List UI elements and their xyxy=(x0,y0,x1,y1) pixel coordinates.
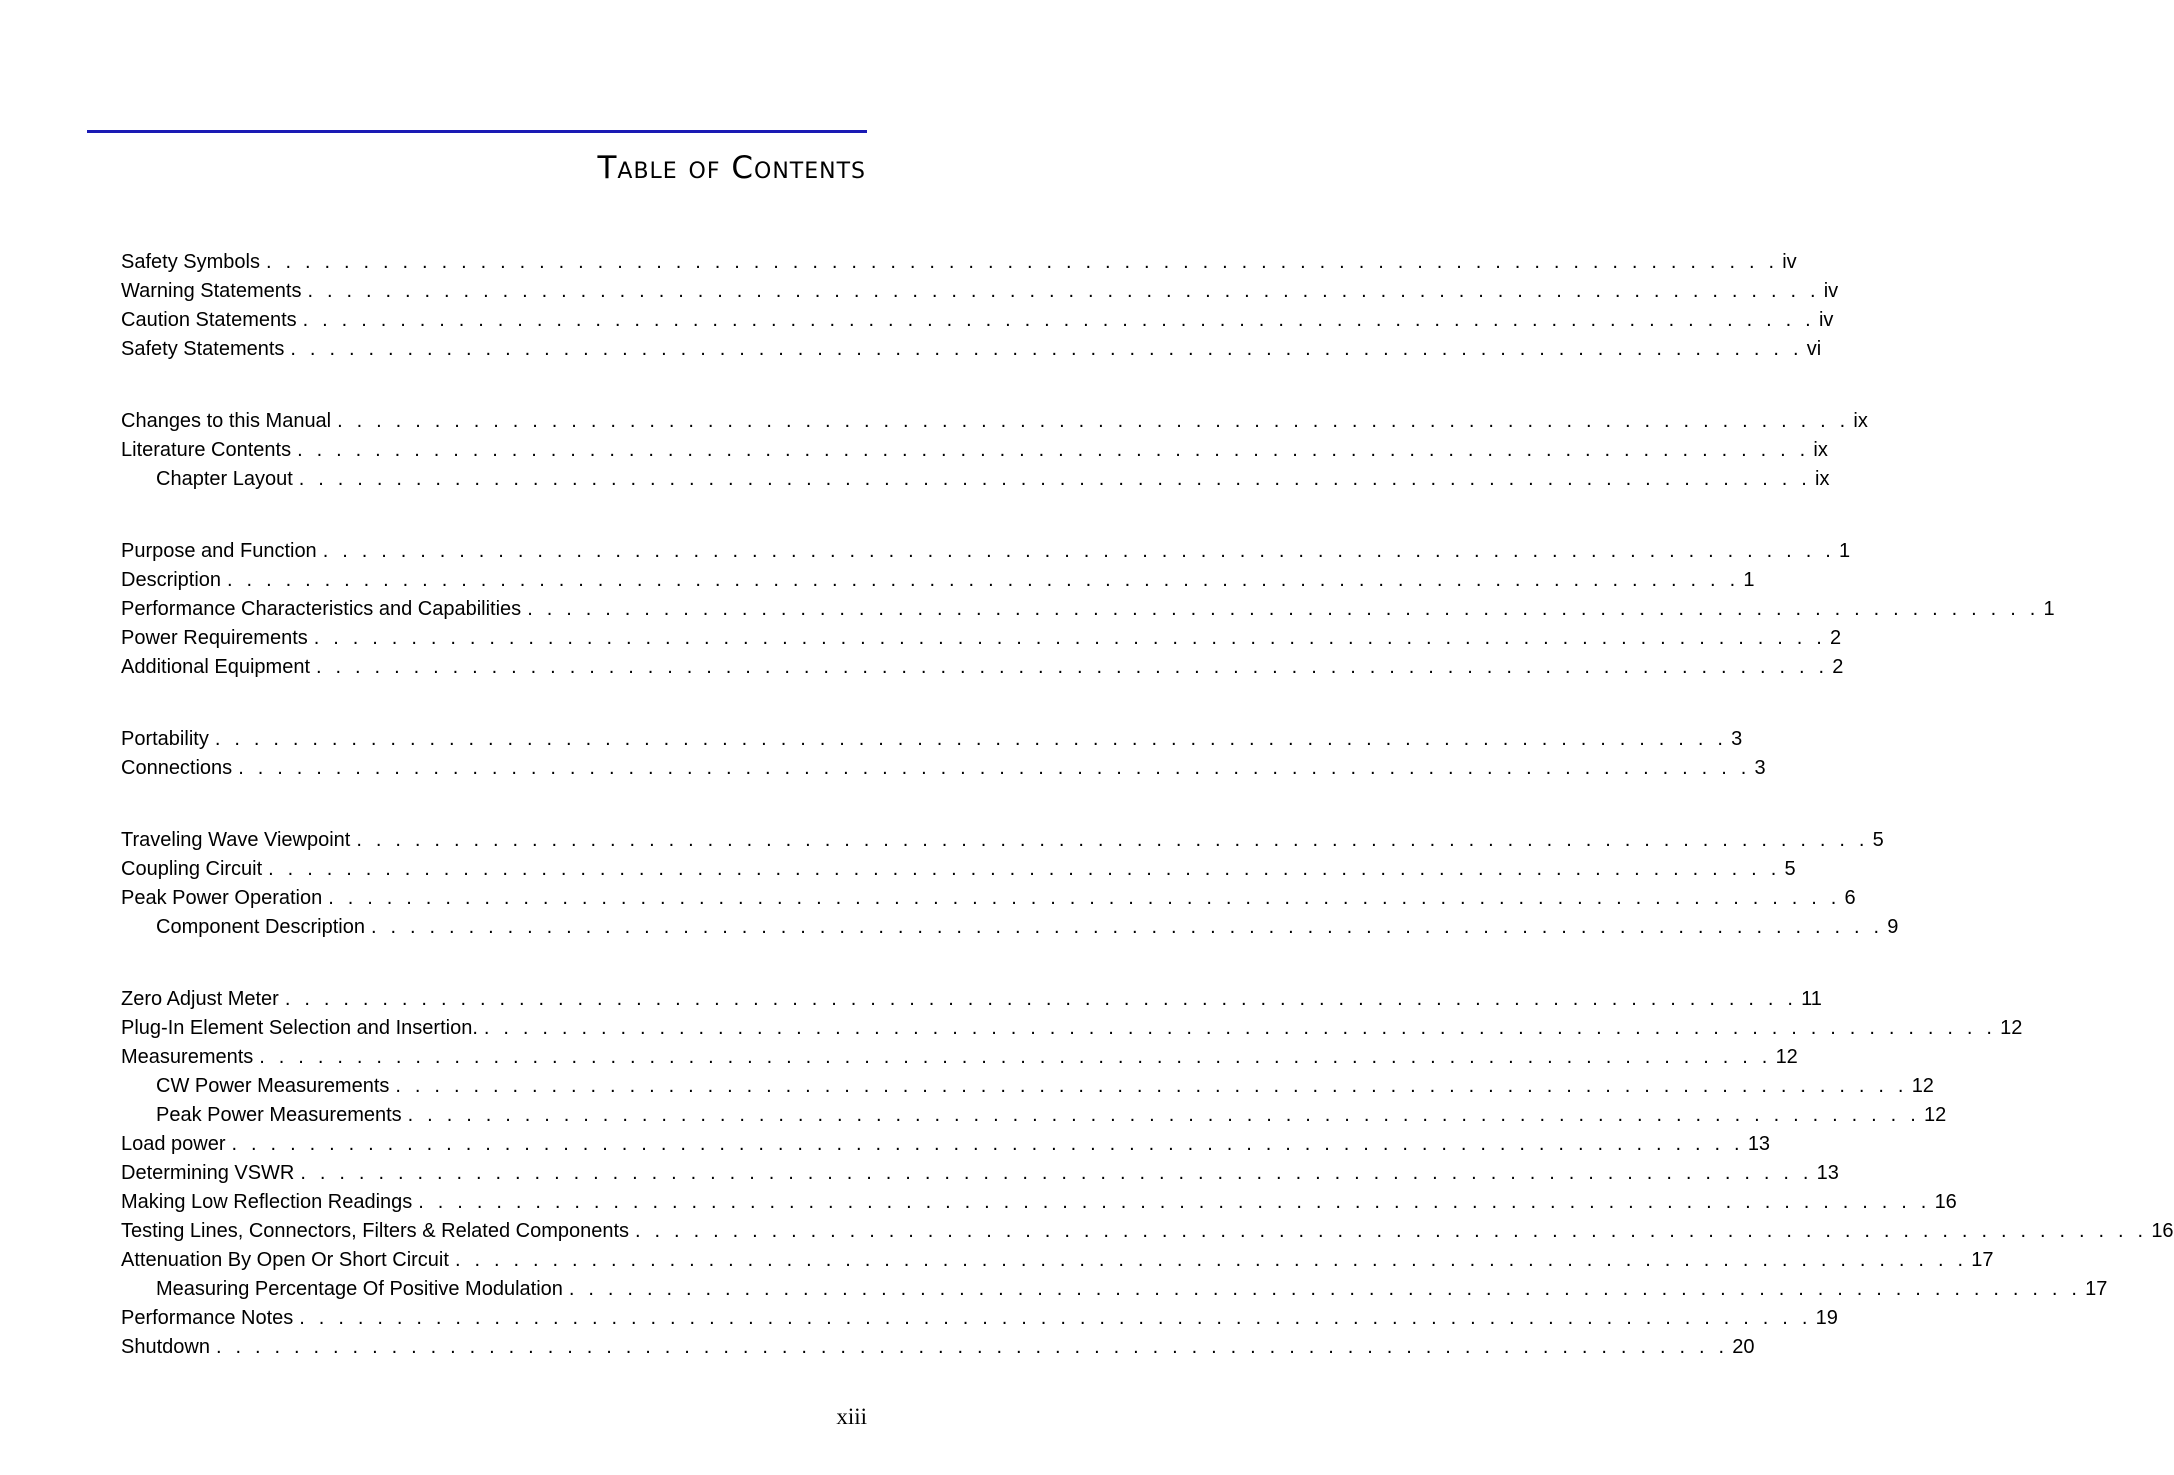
page-number: xiii xyxy=(836,1404,867,1429)
dot-leader: . . . . . . . . . . . . . . . . . . . . . . . . . . . . . . . . . . . . . . . . . . . . . . . . . . . . . . . . . . . . . . . . . . . . . . . . . . . . . . xyxy=(568,1278,2082,1300)
toc-entry[interactable] xyxy=(121,1249,1994,1278)
toc-entry-label: Connections xyxy=(121,757,233,779)
toc-entry[interactable] xyxy=(121,887,1856,916)
toc-entry-label: Zero Adjust Meter xyxy=(121,988,279,1010)
toc-entry-label: Component Description xyxy=(156,916,365,938)
dot-leader: . . . . . . . . . . . . . . . . . . . . . . . . . . . . . . . . . . . . . . . . . . . . . . . . . . . . . . . . . . . . . . . . . . . . . . . . . . . . . . xyxy=(290,338,1803,360)
toc-entry-label: Coupling Circuit xyxy=(121,858,263,880)
toc-entry-label: Additional Equipment xyxy=(121,656,311,678)
dot-leader: . . . . . . . . . . . . . . . . . . . . . . . . . . . . . . . . . . . . . . . . . . . . . . . . . . . . . . . . . . . . . . . . . . . . . . . . . . . . . . xyxy=(284,988,1798,1010)
dot-leader: . . . . . . . . . . . . . . . . . . . . . . . . . . . . . . . . . . . . . . . . . . . . . . . . . . . . . . . . . . . . . . . . . . . . . . . . . . . . . . xyxy=(265,251,1779,273)
toc-entry-label: Safety Statements xyxy=(121,338,285,360)
dot-leader: . . . . . . . . . . . . . . . . . . . . . . . . . . . . . . . . . . . . . . . . . . . . . . . . . . . . . . . . . . . . . . . . . . . . . . . . . . . . . . xyxy=(454,1249,1968,1271)
dot-leader: . . . . . . . . . . . . . . . . . . . . . . . . . . . . . . . . . . . . . . . . . . . . . . . . . . . . . . . . . . . . . . . . . . . . . . . . . . . . . . xyxy=(322,540,1835,562)
toc-entry[interactable] xyxy=(121,598,2055,627)
toc-entry-page: 2 xyxy=(1830,627,1842,649)
toc-entry-label: Performance Characteristics and Capabilities xyxy=(121,598,522,620)
toc-entry[interactable] xyxy=(121,410,1868,439)
toc-entry-page: 1 xyxy=(1743,569,1755,591)
toc-entry-page: vi xyxy=(1806,338,1822,360)
toc-entry-page: 12 xyxy=(2000,1017,2023,1039)
toc-entry[interactable] xyxy=(121,988,1822,1017)
toc-entry-page: iv xyxy=(1818,309,1834,331)
dot-leader: . . . . . . . . . . . . . . . . . . . . . . . . . . . . . . . . . . . . . . . . . . . . . . . . . . . . . . . . . . . . . . . . . . . . . . . . . . . . . . xyxy=(356,829,1869,851)
toc-entry[interactable] xyxy=(121,627,1842,656)
toc-entry-page: 3 xyxy=(1731,728,1743,750)
dot-leader: . . . . . . . . . . . . . . . . . . . . . . . . . . . . . . . . . . . . . . . . . . . . . . . . . . . . . . . . . . . . . . . . . . . . . . . . . . . . . . xyxy=(231,1133,1744,1155)
toc-entry-page: 13 xyxy=(1816,1162,1839,1184)
toc-entry-label: Attenuation By Open Or Short Circuit xyxy=(121,1249,449,1271)
toc-entry-page: iv xyxy=(1782,251,1797,273)
toc-entry[interactable] xyxy=(121,1104,1947,1133)
toc-entry-page: 16 xyxy=(2151,1220,2174,1242)
toc-entry-label: Literature Contents xyxy=(121,439,292,461)
dot-leader: . . . . . . . . . . . . . . . . . . . . . . . . . . . . . . . . . . . . . . . . . . . . . . . . . . . . . . . . . . . . . . . . . . . . . . . . . . . . . . xyxy=(418,1191,1931,1213)
toc-entry-label: Changes to this Manual xyxy=(121,410,332,432)
toc-entry-label: Plug-In Element Selection and Insertion. xyxy=(121,1017,478,1039)
toc-entry-page: 12 xyxy=(1775,1046,1798,1068)
toc-entry[interactable] xyxy=(121,656,1844,685)
toc-entry[interactable] xyxy=(121,728,1743,757)
toc-entry-label: Power Requirements xyxy=(121,627,308,649)
table-of-contents xyxy=(121,251,2174,1408)
toc-entry[interactable] xyxy=(121,1191,1957,1220)
toc-entry[interactable] xyxy=(121,439,1828,468)
toc-entry[interactable] xyxy=(121,1278,2108,1307)
toc-entry-label: Portability xyxy=(121,728,209,750)
toc-entry-page: 1 xyxy=(2043,598,2055,620)
toc-entry-page: 9 xyxy=(1887,916,1899,938)
toc-entry-page: 6 xyxy=(1844,887,1856,909)
toc-entry-page: 12 xyxy=(1923,1104,1947,1126)
toc-entry-label: Making Low Reflection Readings xyxy=(121,1191,413,1213)
dot-leader: . . . . . . . . . . . . . . . . . . . . . . . . . . . . . . . . . . . . . . . . . . . . . . . . . . . . . . . . . . . . . . . . . . . . . . . . . . . . . . xyxy=(483,1017,1997,1039)
toc-entry-page: ix xyxy=(1815,468,1830,490)
toc-entry-label: Caution Statements xyxy=(121,309,297,331)
toc-entry[interactable] xyxy=(121,829,1884,858)
dot-leader: . . . . . . . . . . . . . . . . . . . . . . . . . . . . . . . . . . . . . . . . . . . . . . . . . . . . . . . . . . . . . . . . . . . . . . . . . . . . . . xyxy=(298,468,1812,490)
toc-entry[interactable] xyxy=(121,1075,1934,1104)
toc-entry[interactable] xyxy=(121,540,1851,569)
toc-section xyxy=(121,410,1868,497)
toc-entry-label: Measurements xyxy=(121,1046,254,1068)
toc-entry[interactable] xyxy=(121,468,1830,497)
toc-entry-page: 11 xyxy=(1801,988,1822,1010)
dot-leader: . . . . . . . . . . . . . . . . . . . . . . . . . . . . . . . . . . . . . . . . . . . . . . . . . . . . . . . . . . . . . . . . . . . . . . . . . . . . . . xyxy=(268,858,1781,880)
dot-leader: . . . . . . . . . . . . . . . . . . . . . . . . . . . . . . . . . . . . . . . . . . . . . . . . . . . . . . . . . . . . . . . . . . . . . . . . . . . . . . xyxy=(328,887,1841,909)
toc-entry-page: 1 xyxy=(1838,540,1851,562)
dot-leader: . . . . . . . . . . . . . . . . . . . . . . . . . . . . . . . . . . . . . . . . . . . . . . . . . . . . . . . . . . . . . . . . . . . . . . . . . . . . . . xyxy=(227,569,1740,591)
toc-entry-page: ix xyxy=(1813,439,1828,461)
toc-entry[interactable] xyxy=(121,1046,1798,1075)
dot-leader: . . . . . . . . . . . . . . . . . . . . . . . . . . . . . . . . . . . . . . . . . . . . . . . . . . . . . . . . . . . . . . . . . . . . . . . . . . . . . . xyxy=(337,410,1850,432)
toc-entry[interactable] xyxy=(121,1220,2174,1249)
toc-entry-label: Chapter Layout xyxy=(156,468,293,490)
toc-entry-page: 16 xyxy=(1934,1191,1957,1213)
toc-entry-page: 20 xyxy=(1732,1336,1755,1358)
toc-section xyxy=(121,829,1899,945)
dot-leader: . . . . . . . . . . . . . . . . . . . . . . . . . . . . . . . . . . . . . . . . . . . . . . . . . . . . . . . . . . . . . . . . . . . . . . . . . . . . . . xyxy=(259,1046,1772,1068)
dot-leader: . . . . . . . . . . . . . . . . . . . . . . . . . . . . . . . . . . . . . . . . . . . . . . . . . . . . . . . . . . . . . . . . . . . . . . . . . . . . . . xyxy=(302,309,1815,331)
toc-entry-label: Measuring Percentage Of Positive Modulation xyxy=(156,1278,563,1300)
toc-entry-page: 12 xyxy=(1911,1075,1934,1097)
toc-entry-page: 3 xyxy=(1754,757,1766,779)
toc-entry[interactable] xyxy=(121,338,1822,367)
toc-entry-label: Peak Power Operation xyxy=(121,887,323,909)
toc-section xyxy=(121,728,1766,786)
toc-entry-label: Warning Statements xyxy=(121,280,302,302)
toc-entry-page: 2 xyxy=(1832,656,1844,678)
toc-entry[interactable] xyxy=(121,1336,1755,1365)
toc-entry-page: 19 xyxy=(1815,1307,1838,1329)
toc-entry-page: 5 xyxy=(1872,829,1884,851)
toc-entry[interactable] xyxy=(121,251,1797,280)
dot-leader: . . . . . . . . . . . . . . . . . . . . . . . . . . . . . . . . . . . . . . . . . . . . . . . . . . . . . . . . . . . . . . . . . . . . . . . . . . . . . . xyxy=(407,1104,1920,1126)
toc-entry[interactable] xyxy=(121,1162,1839,1191)
header-rule xyxy=(87,130,867,133)
dot-leader: . . . . . . . . . . . . . . . . . . . . . . . . . . . . . . . . . . . . . . . . . . . . . . . . . . . . . . . . . . . . . . . . . . . . . . . . . . . . . . xyxy=(215,1336,1729,1358)
toc-entry[interactable] xyxy=(121,858,1796,887)
toc-entry-label: Description xyxy=(121,569,222,591)
dot-leader: . . . . . . . . . . . . . . . . . . . . . . . . . . . . . . . . . . . . . . . . . . . . . . . . . . . . . . . . . . . . . . . . . . . . . . . . . . . . . . xyxy=(313,627,1827,649)
toc-entry[interactable] xyxy=(121,1133,1771,1162)
dot-leader: . . . . . . . . . . . . . . . . . . . . . . . . . . . . . . . . . . . . . . . . . . . . . . . . . . . . . . . . . . . . . . . . . . . . . . . . . . . . . . xyxy=(371,916,1884,938)
toc-entry[interactable] xyxy=(121,757,1766,786)
dot-leader: . . . . . . . . . . . . . . . . . . . . . . . . . . . . . . . . . . . . . . . . . . . . . . . . . . . . . . . . . . . . . . . . . . . . . . . . . . . . . . xyxy=(395,1075,1908,1097)
toc-entry[interactable] xyxy=(121,309,1834,338)
toc-entry[interactable] xyxy=(121,569,1755,598)
toc-entry[interactable] xyxy=(121,1307,1838,1336)
toc-entry-label: Performance Notes xyxy=(121,1307,294,1329)
dot-leader: . . . . . . . . . . . . . . . . . . . . . . . . . . . . . . . . . . . . . . . . . . . . . . . . . . . . . . . . . . . . . . . . . . . . . . . . . . . . . . xyxy=(299,1307,1812,1329)
toc-entry-label: Traveling Wave Viewpoint xyxy=(121,829,351,851)
toc-entry-page: 17 xyxy=(2085,1278,2108,1300)
dot-leader: . . . . . . . . . . . . . . . . . . . . . . . . . . . . . . . . . . . . . . . . . . . . . . . . . . . . . . . . . . . . . . . . . . . . . . . . . . . . . . xyxy=(316,656,1829,678)
toc-entry-page: ix xyxy=(1853,410,1868,432)
dot-leader: . . . . . . . . . . . . . . . . . . . . . . . . . . . . . . . . . . . . . . . . . . . . . . . . . . . . . . . . . . . . . . . . . . . . . . . . . . . . . . xyxy=(300,1162,1813,1184)
toc-entry-label: Shutdown xyxy=(121,1336,210,1358)
dot-leader: . . . . . . . . . . . . . . . . . . . . . . . . . . . . . . . . . . . . . . . . . . . . . . . . . . . . . . . . . . . . . . . . . . . . . . . . . . . . . . xyxy=(307,280,1820,302)
toc-section xyxy=(121,540,2055,685)
toc-entry-page: 17 xyxy=(1971,1249,1994,1271)
toc-entry-page: 13 xyxy=(1747,1133,1771,1155)
dot-leader: . . . . . . . . . . . . . . . . . . . . . . . . . . . . . . . . . . . . . . . . . . . . . . . . . . . . . . . . . . . . . . . . . . . . . . . . . . . . . . xyxy=(238,757,1751,779)
toc-entry[interactable] xyxy=(121,280,1839,309)
toc-entry-label: CW Power Measurements xyxy=(156,1075,390,1097)
toc-entry-label: Safety Symbols xyxy=(121,251,260,273)
dot-leader: . . . . . . . . . . . . . . . . . . . . . . . . . . . . . . . . . . . . . . . . . . . . . . . . . . . . . . . . . . . . . . . . . . . . . . . . . . . . . . xyxy=(214,728,1728,750)
toc-entry-label: Load power xyxy=(121,1133,226,1155)
dot-leader: . . . . . . . . . . . . . . . . . . . . . . . . . . . . . . . . . . . . . . . . . . . . . . . . . . . . . . . . . . . . . . . . . . . . . . . . . . . . . . xyxy=(527,598,2040,620)
toc-entry-label: Testing Lines, Connectors, Filters & Related Components xyxy=(121,1220,630,1242)
dot-leader: . . . . . . . . . . . . . . . . . . . . . . . . . . . . . . . . . . . . . . . . . . . . . . . . . . . . . . . . . . . . . . . . . . . . . . . . . . . . . . xyxy=(635,1220,2148,1242)
toc-entry[interactable] xyxy=(121,1017,2023,1046)
page-title: Table of Contents xyxy=(597,150,866,186)
toc-entry-label: Purpose and Function xyxy=(121,540,317,562)
toc-entry-label: Determining VSWR xyxy=(121,1162,295,1184)
toc-entry-page: 5 xyxy=(1784,858,1796,880)
toc-section xyxy=(121,988,2174,1365)
toc-entry[interactable] xyxy=(121,916,1899,945)
dot-leader: . . . . . . . . . . . . . . . . . . . . . . . . . . . . . . . . . . . . . . . . . . . . . . . . . . . . . . . . . . . . . . . . . . . . . . . . . . . . . . xyxy=(297,439,1810,461)
toc-section xyxy=(121,251,1839,367)
toc-entry-label: Peak Power Measurements xyxy=(156,1104,402,1126)
toc-entry-page: iv xyxy=(1823,280,1839,302)
